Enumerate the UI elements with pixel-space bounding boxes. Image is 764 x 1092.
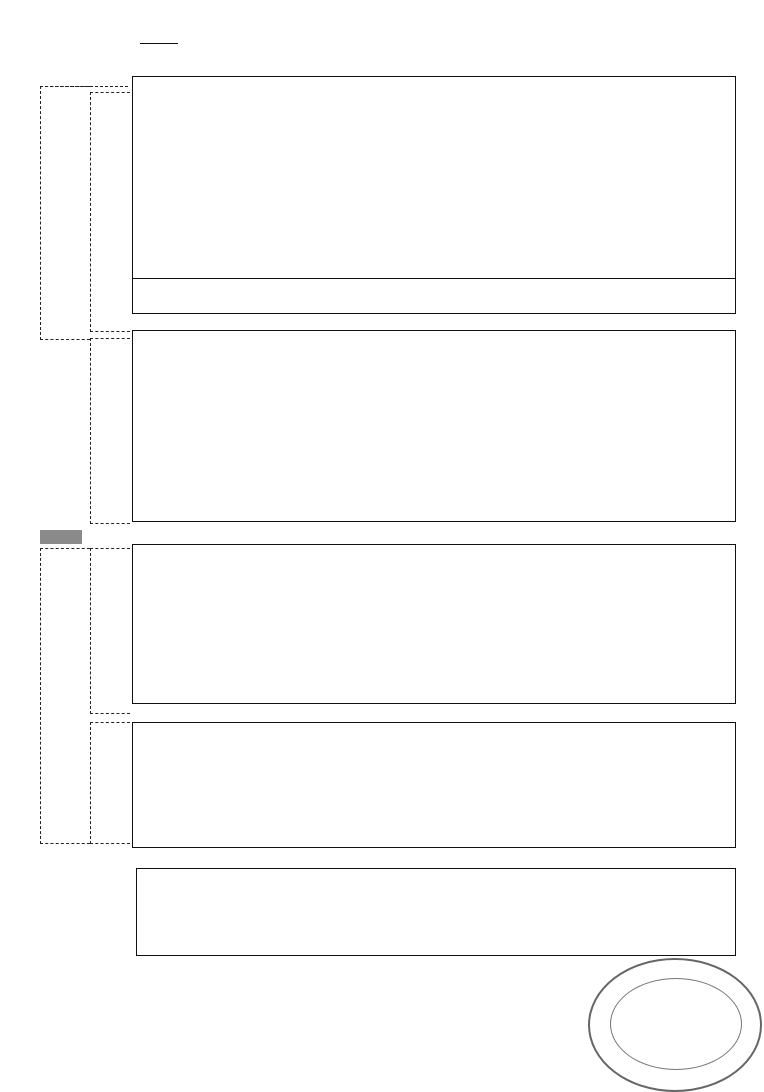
returns-bracket [40,548,90,844]
group-number [140,43,178,44]
capital-bracket [90,338,130,524]
divider [40,86,128,87]
grey-marker [40,530,82,544]
official-stamp-inner [610,978,742,1070]
capital-table [132,330,736,522]
labour-subtotal-table [132,278,736,314]
labour-bracket [90,92,130,332]
page-title [140,32,178,48]
timber-bracket [90,548,130,714]
other-table [132,722,736,848]
timber-table [132,544,736,704]
income-table [136,868,736,956]
inputs-bracket [40,86,90,340]
other-bracket [90,722,130,844]
